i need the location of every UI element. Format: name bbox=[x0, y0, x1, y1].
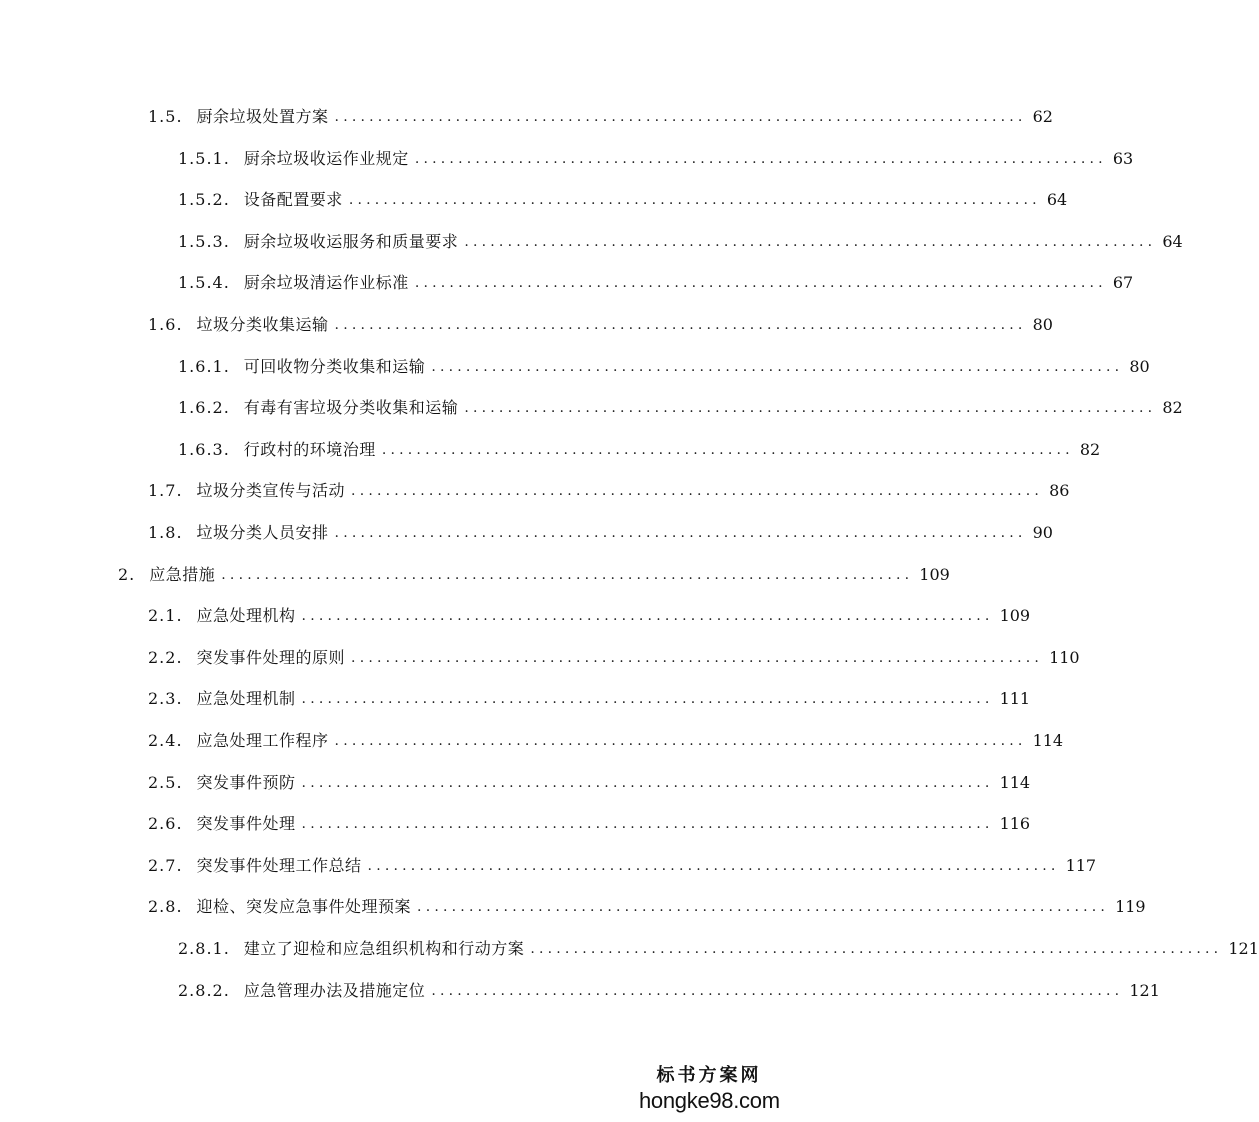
toc-entry[interactable] bbox=[178, 394, 1183, 422]
toc-dot-leader: ................................................................................ bbox=[351, 483, 1044, 499]
toc-entry-title: 垃圾分类收集运输 bbox=[196, 315, 329, 334]
toc-entry[interactable] bbox=[178, 186, 1068, 214]
toc-entry-number: 1.5.1. bbox=[178, 149, 230, 168]
toc-entry[interactable] bbox=[148, 852, 1097, 880]
toc-entry-page-number: 109 bbox=[919, 565, 950, 584]
toc-entry-number: 1.5.4. bbox=[178, 273, 230, 292]
toc-entry[interactable] bbox=[178, 228, 1183, 256]
toc-entry-page-number: 67 bbox=[1112, 273, 1134, 292]
toc-entry-number: 1.6. bbox=[148, 315, 183, 334]
toc-entry-page-number: 80 bbox=[1032, 315, 1053, 334]
toc-entry-page-number: 62 bbox=[1032, 107, 1053, 126]
toc-dot-leader: ................................................................................ bbox=[414, 275, 1107, 291]
toc-entry-title: 应急处理机制 bbox=[196, 689, 296, 708]
toc-dot-leader: ................................................................................ bbox=[464, 400, 1157, 416]
toc-entry-number: 2.7. bbox=[148, 856, 183, 875]
toc-entry-title: 垃圾分类宣传与活动 bbox=[196, 481, 346, 500]
watermark-name: 标书方案网 bbox=[656, 1065, 762, 1086]
toc-entry[interactable] bbox=[148, 519, 1053, 547]
toc-entry-number: 1.8. bbox=[148, 523, 183, 542]
toc-entry-number: 2.2. bbox=[148, 648, 183, 667]
toc-entry-number: 2.8.2. bbox=[178, 981, 230, 1000]
toc-entry-number: 2.4. bbox=[148, 731, 183, 750]
toc-entry-page-number: 111 bbox=[999, 689, 1031, 708]
toc-entry-title: 突发事件处理工作总结 bbox=[196, 856, 362, 875]
toc-entry-number: 2. bbox=[118, 565, 136, 584]
toc-dot-leader: ................................................................................ bbox=[221, 567, 914, 583]
toc-entry-page-number: 109 bbox=[999, 606, 1031, 625]
watermark-logo bbox=[639, 1064, 779, 1114]
toc-dot-leader: ................................................................................ bbox=[334, 525, 1027, 541]
toc-entry[interactable] bbox=[178, 977, 1160, 1005]
toc-entry-title: 应急处理机构 bbox=[196, 606, 296, 625]
toc-dot-leader: ................................................................................ bbox=[381, 442, 1074, 458]
toc-entry-title: 厨余垃圾清运作业标准 bbox=[243, 273, 409, 292]
toc-entry-title: 行政村的环境治理 bbox=[243, 440, 376, 459]
toc-dot-leader: ................................................................................ bbox=[348, 192, 1041, 208]
toc-entry[interactable] bbox=[148, 685, 1031, 713]
toc-entry-title: 可回收物分类收集和运输 bbox=[243, 357, 426, 376]
toc-entry-title: 设备配置要求 bbox=[243, 190, 343, 209]
toc-entry-title: 厨余垃圾处置方案 bbox=[196, 107, 329, 126]
toc-entry-title: 突发事件处理的原则 bbox=[196, 648, 346, 667]
toc-entry-title: 垃圾分类人员安排 bbox=[196, 523, 329, 542]
toc-entry[interactable] bbox=[148, 644, 1080, 672]
toc-entry-number: 1.7. bbox=[148, 481, 183, 500]
toc-dot-leader: ................................................................................ bbox=[431, 983, 1124, 999]
toc-dot-leader: ................................................................................ bbox=[414, 151, 1107, 167]
toc-entry-page-number: 86 bbox=[1049, 481, 1070, 500]
toc-entry-number: 2.6. bbox=[148, 814, 183, 833]
toc-entry[interactable] bbox=[148, 311, 1053, 339]
toc-entry-title: 应急处理工作程序 bbox=[196, 731, 329, 750]
toc-entry-number: 1.6.3. bbox=[178, 440, 230, 459]
toc-dot-leader: ................................................................................ bbox=[301, 608, 994, 624]
toc-entry-number: 2.8.1. bbox=[178, 939, 230, 958]
toc-entry[interactable] bbox=[178, 436, 1101, 464]
toc-dot-leader: ................................................................................ bbox=[334, 109, 1027, 125]
toc-entry-number: 2.1. bbox=[148, 606, 183, 625]
toc-entry-number: 1.6.1. bbox=[178, 357, 230, 376]
toc-entry-title: 厨余垃圾收运服务和质量要求 bbox=[243, 232, 459, 251]
toc-dot-leader: ................................................................................ bbox=[417, 899, 1110, 915]
toc-dot-leader: ................................................................................ bbox=[530, 941, 1223, 957]
toc-entry[interactable] bbox=[148, 810, 1031, 838]
toc-entry-number: 1.5.3. bbox=[178, 232, 230, 251]
toc-entry-title: 突发事件预防 bbox=[196, 773, 296, 792]
toc-entry-page-number: 119 bbox=[1115, 897, 1146, 916]
toc-entry-title: 建立了迎检和应急组织机构和行动方案 bbox=[243, 939, 525, 958]
toc-entry-number: 1.5. bbox=[148, 107, 183, 126]
toc-dot-leader: ................................................................................ bbox=[301, 775, 994, 791]
toc-entry-page-number: 114 bbox=[999, 773, 1031, 792]
toc-entry-page-number: 116 bbox=[999, 814, 1031, 833]
toc-entry-number: 2.5. bbox=[148, 773, 183, 792]
toc-entry-number: 1.5.2. bbox=[178, 190, 230, 209]
toc-dot-leader: ................................................................................ bbox=[301, 816, 994, 832]
toc-entry-page-number: 121 bbox=[1228, 939, 1259, 958]
toc-entry-page-number: 64 bbox=[1046, 190, 1068, 209]
toc-entry-title: 迎检、突发应急事件处理预案 bbox=[196, 897, 412, 916]
toc-dot-leader: ................................................................................ bbox=[334, 733, 1027, 749]
toc-entry-title: 突发事件处理 bbox=[196, 814, 296, 833]
toc-entry[interactable] bbox=[148, 769, 1031, 797]
toc-entry-page-number: 121 bbox=[1129, 981, 1160, 1000]
toc-entry-number: 1.6.2. bbox=[178, 398, 230, 417]
toc-entry-page-number: 63 bbox=[1112, 149, 1134, 168]
toc-entry[interactable] bbox=[148, 477, 1070, 505]
toc-entry-title: 厨余垃圾收运作业规定 bbox=[243, 149, 409, 168]
toc-entry-page-number: 64 bbox=[1162, 232, 1183, 251]
toc-dot-leader: ................................................................................ bbox=[301, 691, 994, 707]
toc-entry[interactable] bbox=[178, 353, 1150, 381]
toc-entry[interactable] bbox=[148, 602, 1031, 630]
toc-entry[interactable] bbox=[178, 269, 1134, 297]
toc-entry[interactable] bbox=[148, 727, 1064, 755]
toc-entry[interactable] bbox=[118, 561, 950, 589]
watermark-url: hongke98.com bbox=[639, 1088, 780, 1113]
toc-entry-page-number: 80 bbox=[1129, 357, 1150, 376]
toc-entry-page-number: 82 bbox=[1079, 440, 1101, 459]
toc-dot-leader: ................................................................................ bbox=[367, 858, 1060, 874]
toc-entry-number: 2.8. bbox=[148, 897, 183, 916]
toc-entry-title: 应急管理办法及措施定位 bbox=[243, 981, 426, 1000]
toc-entry[interactable] bbox=[178, 145, 1134, 173]
toc-entry[interactable] bbox=[178, 935, 1259, 963]
toc-entry-page-number: 82 bbox=[1162, 398, 1183, 417]
toc-dot-leader: ................................................................................ bbox=[351, 650, 1044, 666]
toc-entry-number: 2.3. bbox=[148, 689, 183, 708]
toc-dot-leader: ................................................................................ bbox=[431, 359, 1124, 375]
toc-entry-title: 有毒有害垃圾分类收集和运输 bbox=[243, 398, 459, 417]
toc-entry-title: 应急措施 bbox=[149, 565, 216, 584]
toc-dot-leader: ................................................................................ bbox=[334, 317, 1027, 333]
toc-entry-page-number: 117 bbox=[1065, 856, 1097, 875]
toc-entry[interactable] bbox=[148, 103, 1053, 131]
toc-dot-leader: ................................................................................ bbox=[464, 234, 1157, 250]
toc-entry-page-number: 114 bbox=[1032, 731, 1064, 750]
toc-entry-page-number: 90 bbox=[1032, 523, 1053, 542]
toc-entry-page-number: 110 bbox=[1049, 648, 1080, 667]
toc-entry[interactable] bbox=[148, 893, 1146, 921]
